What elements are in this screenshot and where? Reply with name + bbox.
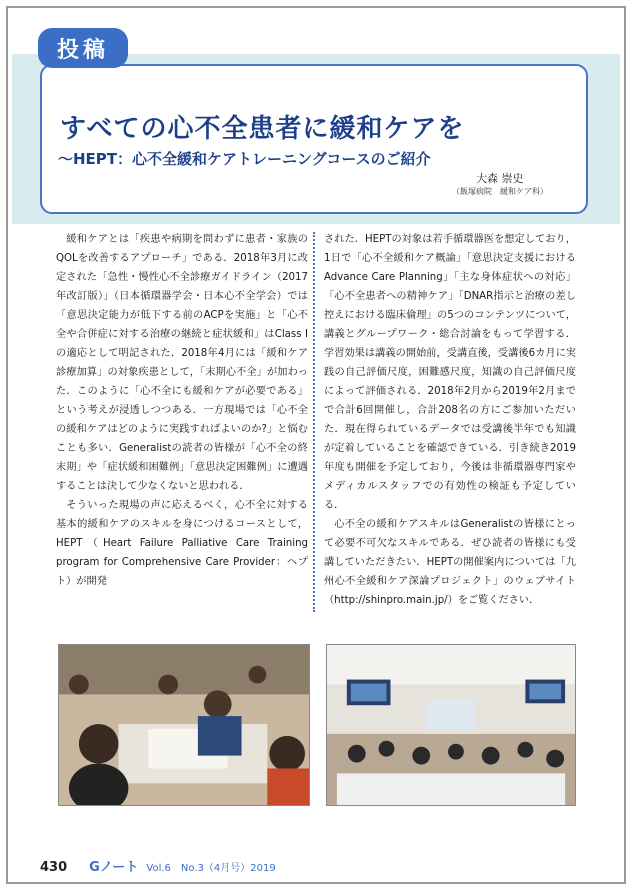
issue-info: Vol.6 No.3（4月号）2019 [146,863,276,874]
workshop-photo-group-work [58,644,310,806]
workshop-photo-lecture-room [326,644,576,806]
magazine-name: Gノート [89,860,139,875]
article-subtitle: ～HEPT：心不全緩和ケアトレーニングコースのご紹介 [58,150,431,168]
paragraph: 心不全の緩和ケアスキルはGeneralistの皆様にとって必要不可欠なスキルである．ぜひ読者の皆様にも受講していただきたい．HEPTの開催案内については「九州心不全緩和ケア深論プロジェクト」のウェブサイト（http://shinpro.main.jp/）をご覧ください． [324,519,576,606]
author-name: 大森 崇史 [476,172,524,185]
paragraph: 緩和ケアとは「疾患や病期を問わずに患者・家族のQOLを改善するアプローチ」である．2018年3月に改定された「急性・慢性心不全診療ガイドライン（2017年改訂版）」（日本循環器学会・日本心不全学会）では「意思決定能力が低下する前のACPを実施」と「心不全や合併症に対する治療の継続と症状緩和」はClass Ⅰの適応として明記された．2018年4月には「緩和ケア診療加算」の対象疾患として，「末期心不全」が加わった．このように「心不全にも緩和ケアが必要である」という考えが浸透しつつある．一方現場では「心不全の緩和ケアはどのように実践すればよいのか?」と悩むことも多い．Generalistの読者の皆様が「心不全の終末期」や「症状緩和困難例」「意思決定困難例」に遭遇することは決して少なくないと思われる． [56,234,308,492]
category-badge: 投稿 [38,28,128,68]
right-column [324,230,576,610]
column-divider [313,232,315,612]
left-column [56,230,308,591]
author-affiliation: （飯塚病院 緩和ケア科） [452,187,548,196]
paragraph: された．HEPTの対象は若手循環器医を想定しており，1日で「心不全緩和ケア概論」「意思決定支援におけるAdvance Care Planning」「主な身体症状への対応」「心不全患者への精神ケア」「DNAR指示と治療の差し控えにおける臨床倫理」の5つのコンテンツについて，講義とグループワーク・総合討論をもって学習する．学習効果は講義の開始前，受講直後，受講後6カ月に実践の自己評価尺度，困難感尺度，知識の自己評価尺度によって評価される．2018年2月から2019年2月までで合計6回開催し，合計208名の方にご参加いただいた．現在得られているデータでは受講後半年でも知識が定着していることを確認できている．引き続き2019年度も開催を予定しており，今後は非循環器専門家やメディカルスタッフでの有効性の検証も予定している． [324,234,576,511]
page-footer [40,856,276,875]
page-number: 430 [40,860,68,875]
paragraph: そういった現場の声に応えるべく，心不全に対する基本的緩和ケアのスキルを身につけるコースとして，HEPT（Heart Failure Palliative Care Training program for Comprehensive Care Provider：ヘプト）が開発 [56,500,308,587]
article-title: すべての心不全患者に緩和ケアを [60,114,465,144]
